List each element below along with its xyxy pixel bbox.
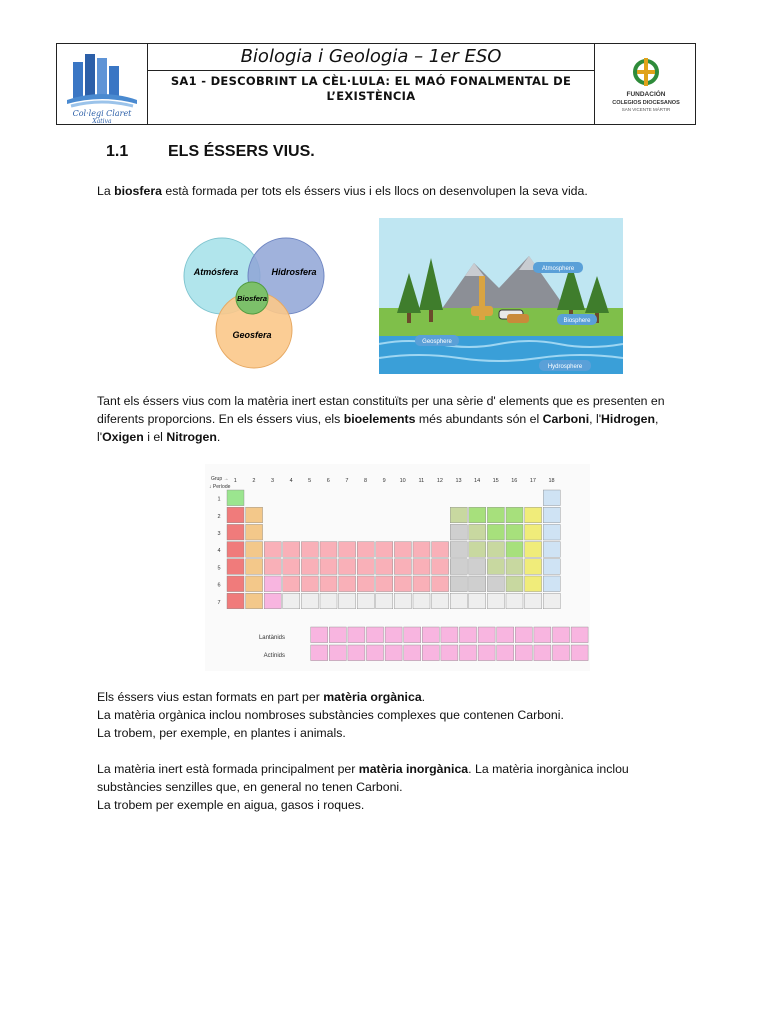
text-line: La trobem, per exemple, en plantes i animals. <box>97 726 346 740</box>
element-cell <box>525 593 542 609</box>
element-cell <box>394 559 411 575</box>
element-cell <box>283 593 300 609</box>
group-number: 4 <box>289 478 293 484</box>
lanthanides-label: Lantànids <box>258 635 285 641</box>
group-number: 16 <box>511 478 518 484</box>
text: està formada per tots els éssers vius i els llocs on desenvolupen la seva vida. <box>161 184 588 198</box>
bold-term: Oxigen <box>102 430 144 444</box>
element-cell <box>422 627 439 643</box>
element-cell <box>506 559 523 575</box>
foundation-name-3: SAN VICENTE MÁRTIR <box>621 107 671 112</box>
element-cell <box>497 645 514 661</box>
element-cell <box>385 627 402 643</box>
group-number: 7 <box>345 478 349 484</box>
geosphere-label: Geosphere <box>422 339 452 345</box>
element-cell <box>283 542 300 558</box>
document-title: Biologia i Geologia – 1er ESO <box>147 44 595 71</box>
element-cell <box>469 576 486 592</box>
element-cell <box>543 593 560 609</box>
element-cell <box>450 507 467 523</box>
element-cell <box>478 645 495 661</box>
text: , <box>655 412 659 426</box>
element-cell <box>534 627 551 643</box>
section-number: 1.1 <box>106 143 129 160</box>
text: . <box>216 430 221 444</box>
element-cell <box>543 507 560 523</box>
element-cell <box>246 593 263 609</box>
element-cell <box>404 645 421 661</box>
text: i el <box>143 430 167 444</box>
element-cell <box>543 542 560 558</box>
paragraph-biosfera <box>97 182 707 200</box>
element-cell <box>227 559 244 575</box>
group-number: 17 <box>529 478 536 484</box>
text: diferents proporcions. En els éssers vius, els <box>97 412 344 426</box>
group-number: 14 <box>474 478 481 484</box>
element-cell <box>450 542 467 558</box>
element-cell <box>413 576 430 592</box>
element-cell <box>441 645 458 661</box>
element-cell <box>432 593 449 609</box>
text-line <box>97 410 707 428</box>
element-cell <box>227 524 244 540</box>
document-subtitle <box>147 74 595 104</box>
element-cell <box>506 576 523 592</box>
group-number: 8 <box>363 478 368 484</box>
element-cell <box>413 542 430 558</box>
element-cell <box>246 507 263 523</box>
element-cell <box>376 576 393 592</box>
periodic-table <box>205 464 590 671</box>
element-cell <box>283 576 300 592</box>
element-cell <box>394 593 411 609</box>
bold-term: matèria inorgànica <box>358 762 469 776</box>
element-cell <box>525 524 542 540</box>
element-cell <box>394 542 411 558</box>
atmosphere-label: Atmosphere <box>541 266 575 272</box>
group-number: 11 <box>418 478 425 484</box>
element-cell <box>487 524 504 540</box>
element-cell <box>227 576 244 592</box>
element-cell <box>487 576 504 592</box>
text-line: La trobem per exemple en aigua, gasos i roques. <box>97 798 365 812</box>
element-cell <box>487 507 504 523</box>
group-number: 15 <box>492 478 499 484</box>
element-cell <box>534 645 551 661</box>
element-cell <box>348 645 365 661</box>
element-cell <box>432 542 449 558</box>
group-number: 10 <box>399 478 406 484</box>
element-cell <box>469 559 486 575</box>
element-cell <box>432 559 449 575</box>
group-number: 2 <box>252 478 256 484</box>
element-cell <box>450 559 467 575</box>
document-header <box>56 43 696 125</box>
element-cell <box>311 627 328 643</box>
element-cell <box>525 507 542 523</box>
group-number: 5 <box>308 478 312 484</box>
paragraph-bioelements <box>97 392 707 446</box>
text-line <box>97 688 707 706</box>
element-cell <box>422 645 439 661</box>
paragraph-organic <box>97 688 707 742</box>
element-cell <box>506 593 523 609</box>
text: , l' <box>589 412 602 426</box>
element-cell <box>227 542 244 558</box>
element-cell <box>460 645 477 661</box>
element-cell <box>450 524 467 540</box>
element-cell <box>487 559 504 575</box>
element-cell <box>515 627 532 643</box>
period-number: 7 <box>217 599 221 606</box>
element-cell <box>376 593 393 609</box>
venn-geosfera-label: Geosfera <box>232 330 272 340</box>
period-number: 5 <box>217 565 221 572</box>
element-cell <box>525 576 542 592</box>
element-cell <box>301 542 318 558</box>
actinides-label: Actínids <box>263 653 285 659</box>
element-cell <box>246 559 263 575</box>
element-cell <box>246 524 263 540</box>
school-logo-town: Xàtiva <box>92 118 112 124</box>
element-cell <box>320 542 337 558</box>
element-cell <box>264 542 281 558</box>
element-cell <box>339 542 356 558</box>
element-cell <box>450 576 467 592</box>
element-cell <box>394 576 411 592</box>
element-cell <box>357 593 374 609</box>
period-number: 6 <box>217 582 221 589</box>
element-cell <box>357 542 374 558</box>
text: . <box>421 690 426 704</box>
element-cell <box>311 645 328 661</box>
element-cell <box>367 645 384 661</box>
element-cell <box>227 593 244 609</box>
element-cell <box>469 507 486 523</box>
element-cell <box>339 593 356 609</box>
venn-biosfera-label: Biosfera <box>236 294 268 303</box>
element-cell <box>571 627 588 643</box>
group-number: 6 <box>326 478 330 484</box>
element-cell <box>543 524 560 540</box>
element-cell <box>264 593 281 609</box>
foundation-logo <box>594 44 695 124</box>
venn-diagram <box>180 230 340 370</box>
element-cell <box>329 645 346 661</box>
element-cell <box>506 507 523 523</box>
element-cell <box>460 627 477 643</box>
element-cell <box>469 593 486 609</box>
element-cell <box>543 490 560 506</box>
bold-term: matèria orgànica <box>323 690 422 704</box>
element-cell <box>553 645 570 661</box>
element-cell <box>339 559 356 575</box>
element-cell <box>571 645 588 661</box>
section-heading <box>106 143 315 161</box>
bold-term: Nitrogen <box>166 430 217 444</box>
group-number: 9 <box>382 478 386 484</box>
element-cell <box>469 524 486 540</box>
element-cell <box>506 542 523 558</box>
element-cell <box>301 576 318 592</box>
element-cell <box>450 593 467 609</box>
element-cell <box>376 542 393 558</box>
element-cell <box>469 542 486 558</box>
element-cell <box>432 576 449 592</box>
bold-term: Carboni <box>542 412 590 426</box>
biosphere-label: Biosphere <box>563 318 591 324</box>
element-cell <box>515 645 532 661</box>
text-line <box>97 428 707 446</box>
element-cell <box>543 576 560 592</box>
group-number: 3 <box>270 478 275 484</box>
periodic-table-figure <box>205 464 590 671</box>
element-cell <box>264 559 281 575</box>
text: l' <box>97 430 103 444</box>
bold-term: bioelements <box>343 412 416 426</box>
element-cell <box>413 593 430 609</box>
period-number: 2 <box>217 513 221 520</box>
section-title: ELS ÉSSERS VIUS. <box>168 143 315 160</box>
period-number: 4 <box>217 548 221 555</box>
text-line: La matèria orgànica inclou nombroses substàncies complexes que contenen Carboni. <box>97 708 564 722</box>
element-cell <box>264 576 281 592</box>
venn-atmosfera-label: Atmósfera <box>193 267 239 277</box>
text-line: Tant els éssers vius com la matèria inert estan constituïts per una sèrie d' elements que es presenten en <box>97 394 665 408</box>
element-cell <box>404 627 421 643</box>
element-cell <box>543 559 560 575</box>
element-cell <box>357 559 374 575</box>
element-cell <box>413 559 430 575</box>
hydrosphere-label: Hydrosphere <box>547 364 583 370</box>
element-cell <box>301 593 318 609</box>
text-line <box>97 760 707 778</box>
period-axis-label: ↓ Període <box>209 484 231 490</box>
element-cell <box>246 542 263 558</box>
element-cell <box>367 627 384 643</box>
text: . La matèria inorgànica inclou <box>468 762 629 776</box>
element-cell <box>339 576 356 592</box>
element-cell <box>441 627 458 643</box>
foundation-name-1: FUNDACIÓN <box>626 91 666 98</box>
paragraph-inorganic <box>97 760 707 814</box>
subtitle-line-1: SA1 - DESCOBRINT LA CÈL·LULA: EL MAÓ FONALMENTAL DE <box>170 74 572 88</box>
group-number: 1 <box>233 478 237 484</box>
element-cell <box>348 627 365 643</box>
text: més abundants són el <box>415 412 543 426</box>
element-cell <box>320 576 337 592</box>
element-cell <box>506 524 523 540</box>
earth-spheres-illustration <box>379 218 623 374</box>
element-cell <box>487 593 504 609</box>
text: La <box>97 184 115 198</box>
group-number: 18 <box>548 478 555 484</box>
element-cell <box>385 645 402 661</box>
text: Els éssers vius estan formats en part per <box>97 690 324 704</box>
group-number: 13 <box>455 478 462 484</box>
element-cell <box>329 627 346 643</box>
period-number: 1 <box>217 496 221 503</box>
foundation-name-2: COLEGIOS DIOCESANOS <box>612 100 680 106</box>
element-cell <box>320 593 337 609</box>
element-cell <box>525 542 542 558</box>
subtitle-line-2: L’EXISTÈNCIA <box>326 89 416 103</box>
element-cell <box>357 576 374 592</box>
element-cell <box>497 627 514 643</box>
bold-term: Hidrogen <box>601 412 656 426</box>
element-cell <box>246 576 263 592</box>
period-number: 3 <box>217 531 221 537</box>
venn-hidrosfera-label: Hidrosfera <box>271 267 317 277</box>
school-logo <box>57 44 148 124</box>
bold-term: biosfera <box>114 184 162 198</box>
element-cell <box>376 559 393 575</box>
element-cell <box>283 559 300 575</box>
text-line: substàncies senzilles que, en general no tenen Carboni. <box>97 780 403 794</box>
element-cell <box>487 542 504 558</box>
element-cell <box>227 490 244 506</box>
element-cell <box>320 559 337 575</box>
element-cell <box>227 507 244 523</box>
element-cell <box>525 559 542 575</box>
element-cell <box>478 627 495 643</box>
group-number: 12 <box>436 478 443 484</box>
group-axis-label: Grup → <box>211 476 229 482</box>
element-cell <box>301 559 318 575</box>
school-logo-name: Col·legi Claret <box>72 109 132 118</box>
element-cell <box>553 627 570 643</box>
text: La matèria inert està formada principalment per <box>97 762 359 776</box>
